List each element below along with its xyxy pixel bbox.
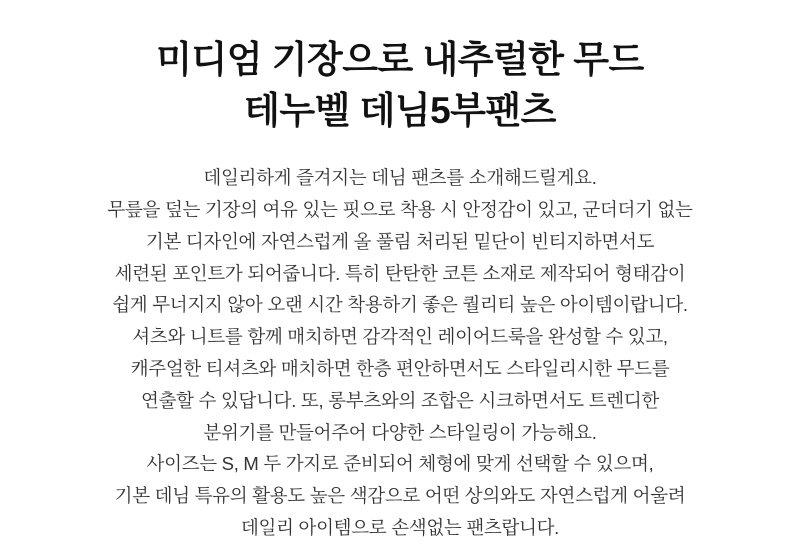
description-line: 쉽게 무너지지 않아 오랜 시간 착용하기 좋은 퀄리티 높은 아이템이랍니다. <box>112 294 688 316</box>
description-line: 데일리 아이템으로 손색없는 팬츠랍니다. <box>240 517 560 539</box>
description-line: 셔츠와 니트를 함께 매치하면 감각적인 레이어드룩을 완성할 수 있고, <box>132 326 668 348</box>
page-title <box>156 34 644 136</box>
description-line: 분위기를 만들어주어 다양한 스타일링이 가능해요. <box>203 421 597 443</box>
description-line: 사이즈는 S, M 두 가지로 준비되어 체형에 맞게 선택할 수 있으며, <box>146 453 654 475</box>
description-line: 기본 디자인에 자연스럽게 올 풀림 처리된 밑단이 빈티지하면서도 <box>145 230 655 252</box>
description-body <box>107 162 692 544</box>
description-line: 데일리하게 즐겨지는 데님 팬츠를 소개해드릴게요. <box>203 167 597 189</box>
description-line: 세련된 포인트가 되어줍니다. 특히 탄탄한 코튼 소재로 제작되어 형태감이 <box>114 262 686 284</box>
description-line: 기본 데님 특유의 활용도 높은 색감으로 어떤 상의와도 자연스럽게 어울려 <box>114 485 686 507</box>
description-line: 무릎을 덮는 기장의 여유 있는 핏으로 착용 시 안정감이 있고, 군더더기 없는 <box>107 198 693 220</box>
page-title-line: 미디엄 기장으로 내추럴한 무드 <box>156 39 644 80</box>
page-title-line: 테누벨 데님5부팬츠 <box>244 90 556 132</box>
description-line: 연출할 수 있답니다. 또, 롱부츠와의 조합은 시크하면서도 트렌디한 <box>141 389 659 411</box>
description-line: 캐주얼한 티셔츠와 매치하면 한층 편안하면서도 스타일리시한 무드를 <box>130 357 670 379</box>
